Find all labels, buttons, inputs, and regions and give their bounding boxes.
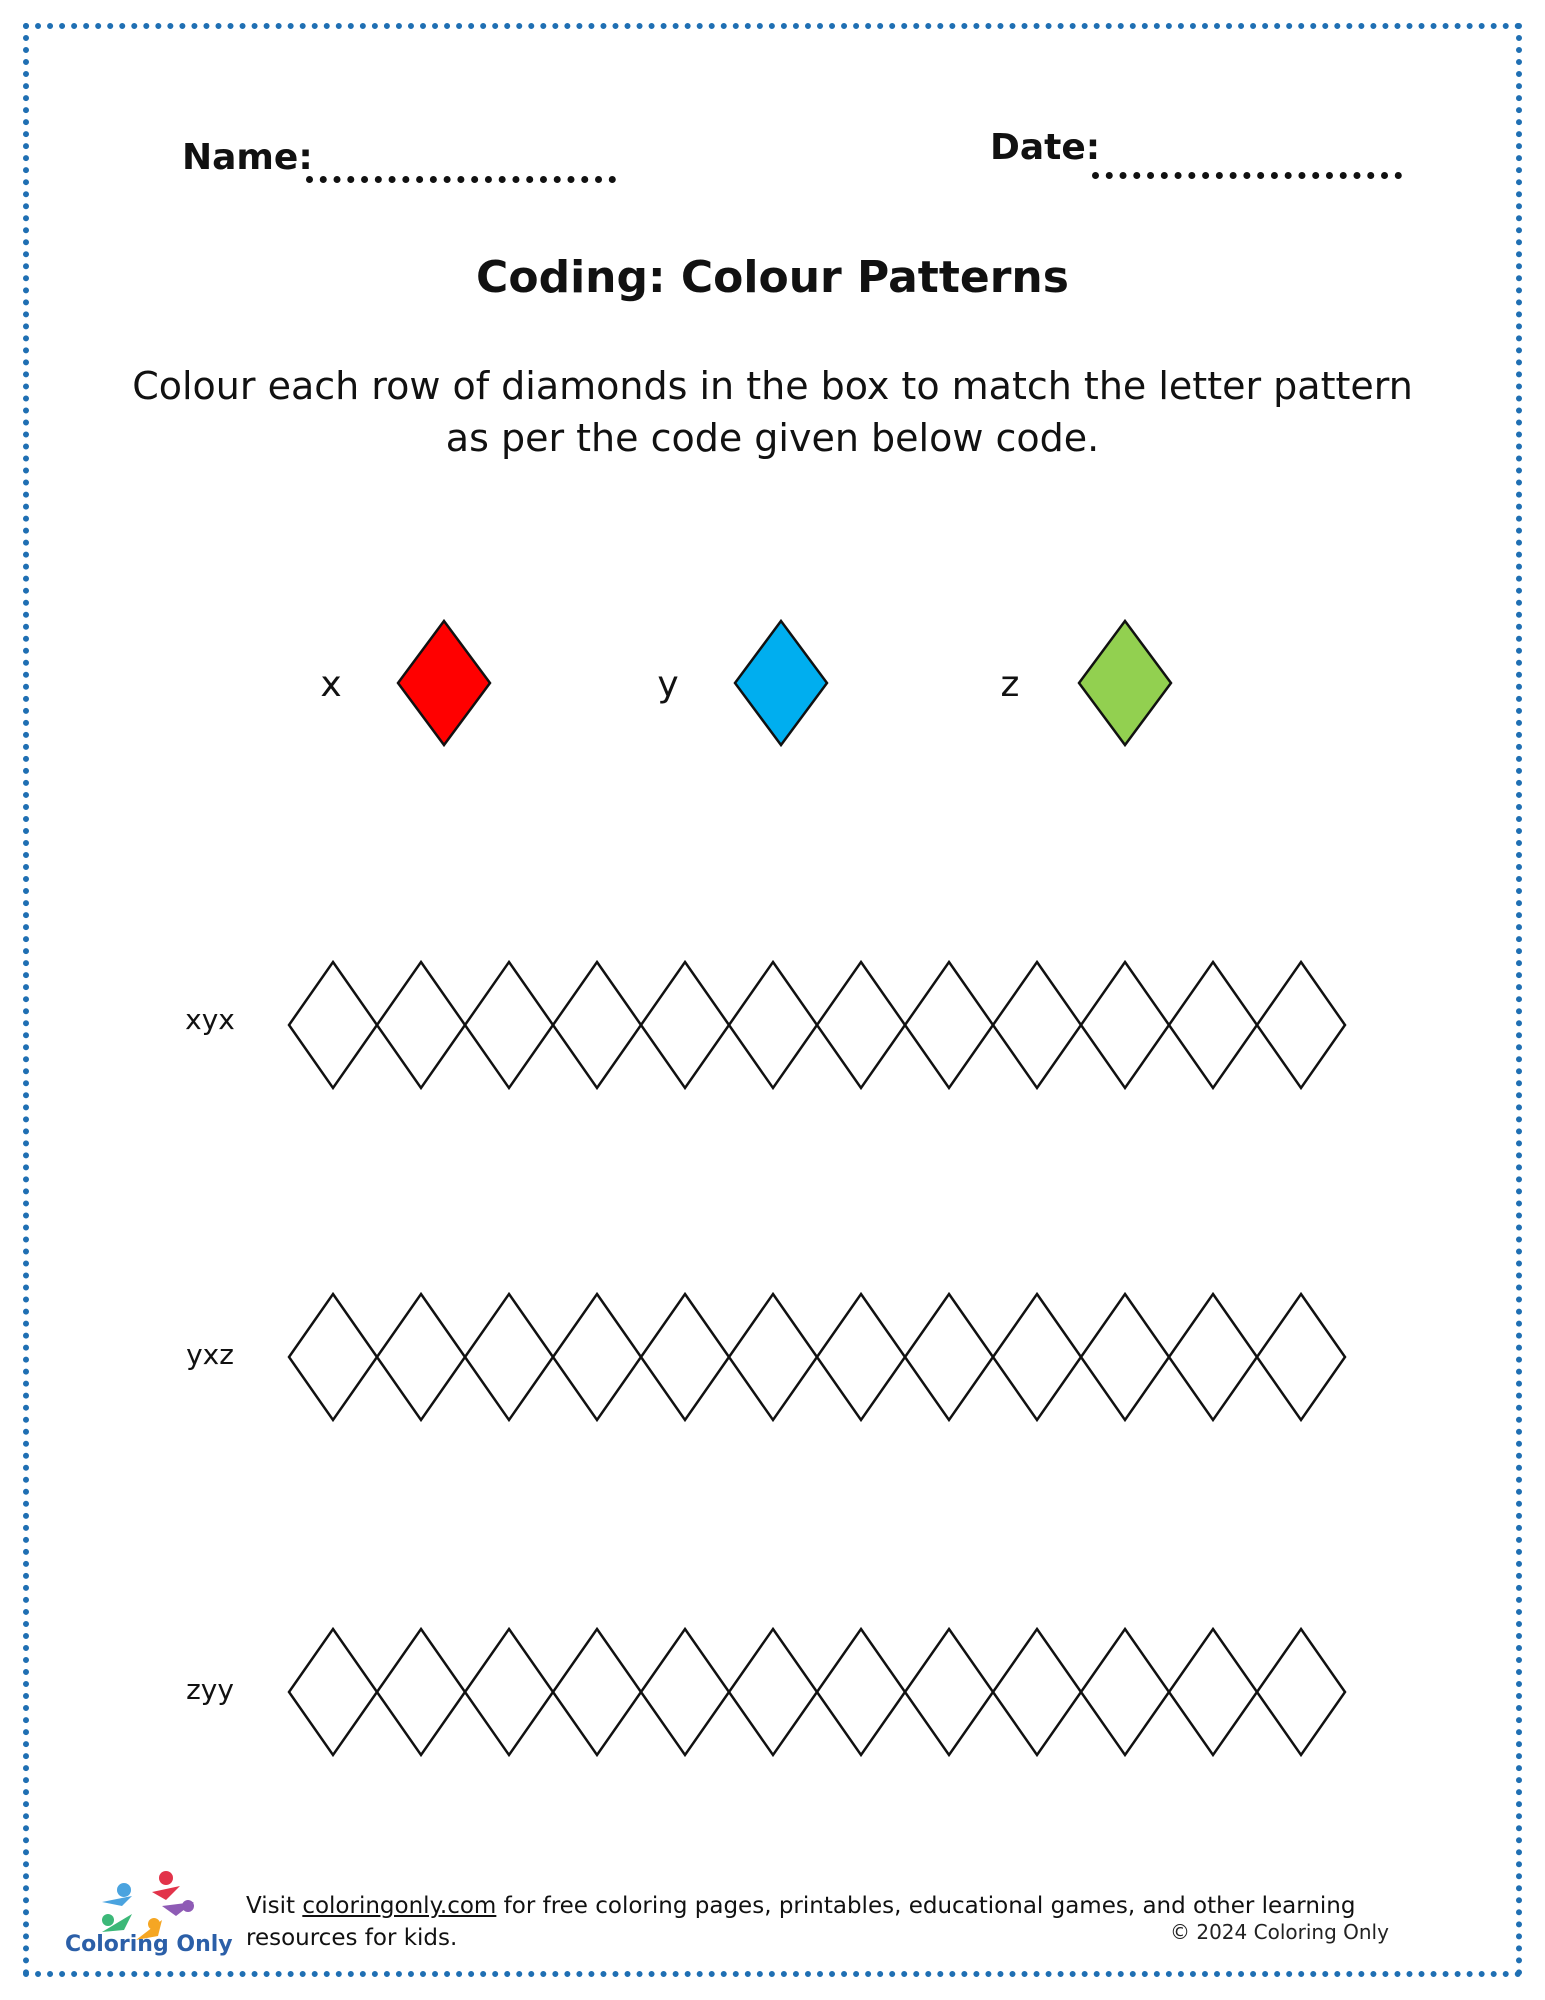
logo-text: Coloring Only bbox=[65, 1932, 233, 1957]
footer-visit: Visit bbox=[246, 1893, 303, 1919]
pattern-diamond-row1-2[interactable] bbox=[377, 962, 465, 1088]
pattern-diamond-row2-7[interactable] bbox=[817, 1294, 905, 1420]
pattern-diamond-row3-4[interactable] bbox=[553, 1629, 641, 1755]
footer-rest: for free coloring pages, printables, educational games, and other learning resources for kids. bbox=[246, 1893, 1356, 1951]
date-label: Date: bbox=[990, 127, 1101, 168]
pattern-diamond-row2-12[interactable] bbox=[1257, 1294, 1345, 1420]
pattern-diamond-row1-11[interactable] bbox=[1169, 962, 1257, 1088]
coloringonly-link[interactable]: coloringonly.com bbox=[302, 1893, 497, 1919]
instructions-line-2: as per the code given below code. bbox=[445, 416, 1100, 460]
pattern-diamond-row1-5[interactable] bbox=[641, 962, 729, 1088]
pattern-diamond-row3-1[interactable] bbox=[289, 1629, 377, 1755]
row-label-3: zyy bbox=[186, 1673, 234, 1706]
pattern-diamond-row3-10[interactable] bbox=[1081, 1629, 1169, 1755]
row-label-2: yxz bbox=[186, 1338, 234, 1371]
pattern-diamond-row2-8[interactable] bbox=[905, 1294, 993, 1420]
pattern-diamond-row2-10[interactable] bbox=[1081, 1294, 1169, 1420]
pattern-diamond-row2-9[interactable] bbox=[993, 1294, 1081, 1420]
pattern-diamond-row1-7[interactable] bbox=[817, 962, 905, 1088]
pattern-diamond-row2-11[interactable] bbox=[1169, 1294, 1257, 1420]
pattern-diamond-row1-10[interactable] bbox=[1081, 962, 1169, 1088]
instructions-line-1: Colour each row of diamonds in the box to match the letter pattern bbox=[132, 364, 1413, 408]
pattern-diamond-row3-3[interactable] bbox=[465, 1629, 553, 1755]
pattern-diamond-row3-2[interactable] bbox=[377, 1629, 465, 1755]
name-label: Name: bbox=[182, 137, 313, 178]
pattern-diamond-row1-8[interactable] bbox=[905, 962, 993, 1088]
pattern-diamond-row3-7[interactable] bbox=[817, 1629, 905, 1755]
pattern-diamond-row3-9[interactable] bbox=[993, 1629, 1081, 1755]
pattern-diamond-row1-1[interactable] bbox=[289, 962, 377, 1088]
legend-letter-z: z bbox=[1000, 664, 1020, 705]
worksheet-title: Coding: Colour Patterns bbox=[476, 252, 1069, 303]
pattern-diamond-row2-1[interactable] bbox=[289, 1294, 377, 1420]
pattern-diamond-row3-5[interactable] bbox=[641, 1629, 729, 1755]
pattern-diamond-row3-12[interactable] bbox=[1257, 1629, 1345, 1755]
pattern-diamond-row1-3[interactable] bbox=[465, 962, 553, 1088]
legend-letter-y: y bbox=[657, 664, 679, 705]
pattern-diamond-row3-8[interactable] bbox=[905, 1629, 993, 1755]
pattern-diamond-row2-3[interactable] bbox=[465, 1294, 553, 1420]
pattern-diamond-row1-12[interactable] bbox=[1257, 962, 1345, 1088]
legend-diamond-z bbox=[1079, 621, 1171, 745]
pattern-diamond-row1-6[interactable] bbox=[729, 962, 817, 1088]
pattern-diamond-row3-6[interactable] bbox=[729, 1629, 817, 1755]
row-label-1: xyx bbox=[185, 1003, 235, 1036]
pattern-diamond-row1-4[interactable] bbox=[553, 962, 641, 1088]
legend-letter-x: x bbox=[320, 664, 342, 705]
pattern-diamond-row2-6[interactable] bbox=[729, 1294, 817, 1420]
legend-diamond-x bbox=[398, 621, 490, 745]
pattern-diamond-row2-4[interactable] bbox=[553, 1294, 641, 1420]
pattern-diamond-row2-5[interactable] bbox=[641, 1294, 729, 1420]
pattern-diamond-row1-9[interactable] bbox=[993, 962, 1081, 1088]
copyright-text: © 2024 Coloring Only bbox=[1170, 1920, 1389, 1944]
legend-diamond-y bbox=[735, 621, 827, 745]
pattern-diamond-row2-2[interactable] bbox=[377, 1294, 465, 1420]
pattern-diamond-row3-11[interactable] bbox=[1169, 1629, 1257, 1755]
